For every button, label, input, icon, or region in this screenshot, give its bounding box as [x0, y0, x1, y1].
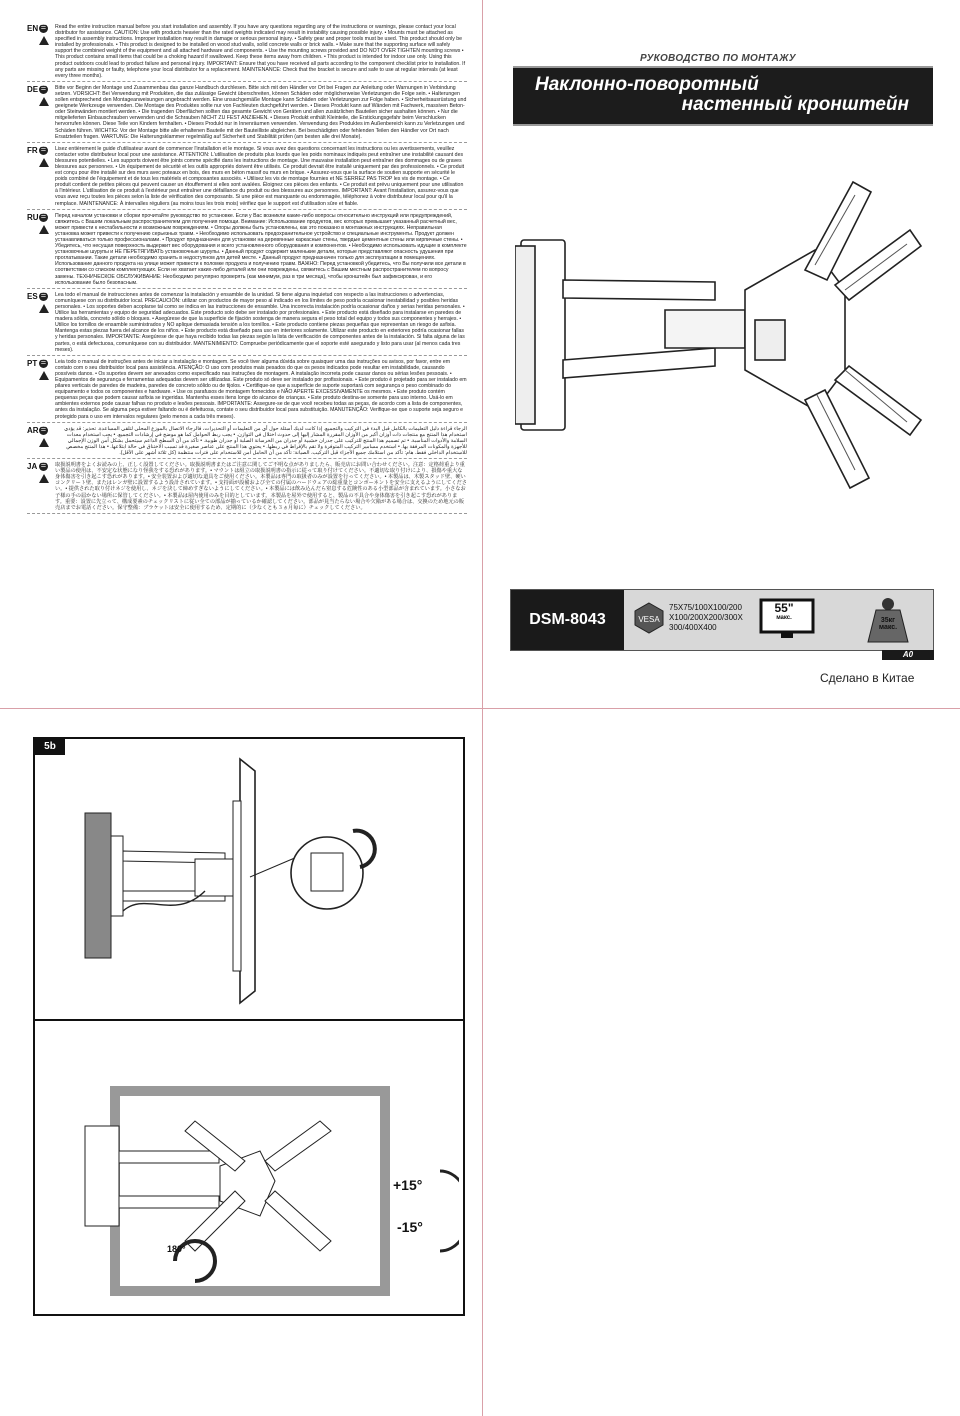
lang-text: 取扱説明書をよくお読みの上、正しく設置してください。取扱説明書またはご注意に関してご不明な点がありましたら、販売店にお問い合わせください。注意：定格荷重より重い製品の使用は、不安定な状態になり怪我をする恐れがあります。• マウントは組立の取扱説明書の指示に従って取り付けてください。不適切な取り付けにより、損傷や重大な身体傷害を引き起こす恐れがあります。• 安全装置および適切な道具をご使用ください。本製品は専門の取扱者のみが設置を行ってください。• 本製品は、木製スタッド壁、硬いコンクリート壁、またはレンガ壁に設置するよう設計されています。• 支持面が設備および全ての付属のハードウェアの総重量とコンポーネントを安全に支えるようにしてください。• 提供された取り付けネジを使用し、ネジを決して締めすぎないようにしてください。• 本製品には飲み込んだら窒息する危険性のある小型部品が含まれています。小さなお子様の手の届かない場所に保管してください。• 本製品は屋内使用のみを目的としています。本製品を屋外で使用すると、製品の不具合や身体傷害を引き起こす恐れがあります。重要：設置に先立って、構成要素のチェックリストに従い全ての部品が揃っているか確認してください。部品が見当たらない場合や欠陥がある場合は、交換のため地元の販売店までお電話ください。保守整備：ブラケットは安全に使用するため、定期的に（少なくとも３ヵ月毎に）チェックしてください。 — [55, 462, 467, 511]
warning-icon — [39, 36, 49, 45]
lang-block-ru — [27, 213, 467, 289]
lang-code: JA — [27, 462, 38, 472]
warning-icon — [39, 304, 49, 313]
lang-text: Перед началом установки и сборки прочитайте руководство по установке. Если у Вас возникли какие-либо вопросы относительно инструкций или предупреждений, свяжитесь с Вашим локальным распространителем для получения помощи. Внимание: Использование продуктов, вес которых превышает указанный расчетный вес, может привести к нестабильности и возможным повреждениям. • Опоры должны быть установлены, как это показано в монтажных инструкциях. Неправильная установка может привести к получению серьезных травм. • Необходимо использовать предохранительное устройство и специальные инструменты. Продукт должен устанавливаться только профессионалами. • Продукт предназначен для установки на деревянные каркасные стены, твердые цементные стены или кирпичные стены. • Убедитесь, что несущая поверхность выдержит вес оборудования и всего установленного оборудования и компонентов. • Необходимо использовать идущие в комплекте установочные шурупы и НЕ ПЕРЕТЯГИВАТЬ установочные шурупы. • Данный продукт содержит маленькие детали, которые представляют опасность удушения при проглатывании. Такие детали необходимо хранить в недоступном для детей месте. • Данный продукт предназначен только для эксплуатации в помещениях. Использование данного продукта на улице может привести к поломке продукта и получению травм. ВАЖНО: Перед установкой убедитесь, что Вы получили все детали в соответствии со списком комплектующих. Если не хватает каких-либо деталей или они повреждены, свяжитесь с Вашим местным распространителем по вопросу замены. ТЕХНИЧЕСКОЕ ОБСЛУЖИВАНИЕ: Необходимо регулярно проверять (как минимум, раз в три месяца), чтобы кронштейн был зафиксирован, и его использование было безопасным. — [55, 212, 467, 286]
lang-block-de — [27, 85, 467, 143]
step-number: 5b — [35, 739, 65, 755]
book-icon: ☰ — [40, 292, 47, 299]
lang-text: Lea todo el manual de instrucciones antes de comenzar la instalación y ensamble de la unidad. Si tiene alguna inquietud con respecto a las instrucciones o advertencias, comuníquese con su distribuidor local. PRECAUCIÓN: utilizar con productos de mayor peso al indicado en los límites de peso podría ocasionar inestabilidad y posibles heridas personales. • Los soportes deben acoplarse tal como se indica en las instrucciones de ensamble. Una incorrecta instalación podría ocasionar daños y serias heridas personales. • Utilice las herramientas y equipo de seguridad adecuados. Este producto solo debe ser instalado por profesionales. • Este producto está diseñado para instalarse en paredes de madera sólida, concreto sólido o bloques. • Asegúrese de que la superficie de fijación sostenga de manera segura el peso total del equipo y todos sus componentes y herrajes. • Utilice los tornillos de ensamble suministrados y NO aplique demasiada tensión a los tornillos. • Este producto contiene piezas pequeñas que representan un riesgo de asfixia. Mantenga estas piezas fuera del alcance de los niños. • Este producto está diseñado para uso en interiores solamente. Utilizar este producto en exteriores podría ocasionar fallas y heridas personales. IMPORTANTE: Asegúrese de que haya recibido todas las piezas según la lista de verificación de componentes antes de la instalación. Si falta alguna de las partes, o está defectuosa, comuníquese con su distribuidor. MANTENIMIENTO: Compruebe periódicamente que el soporte esté asegurado y listo para usar (al menos cada tres meses). — [55, 291, 465, 353]
vesa-patterns: 75X75/100X100/200 X100/200X200/300X 300/400X400 — [669, 603, 743, 632]
warning-icon — [39, 158, 49, 167]
warning-icon — [39, 97, 49, 106]
max-weight-value: 35кг — [880, 617, 896, 624]
max-weight — [867, 617, 909, 631]
lang-block-es — [27, 292, 467, 356]
book-icon: ☰ — [40, 146, 47, 153]
title-line-2: настенный кронштейн — [681, 94, 909, 115]
tilt-up-label: +15° — [393, 1177, 423, 1193]
bracket-illustration — [515, 170, 935, 500]
vesa-icon — [633, 602, 665, 634]
svg-text:VESA: VESA — [638, 615, 660, 624]
lang-text: Bitte vor Beginn der Montage und Zusammenbau das ganze Handbuch durchlesen. Bitte sich mit den Händler vor Ort bei Fragen zur Anleitung oder Warnungen in Verbindung setzen. VORSICHT: Bei Verwendung mit Produkten, die das zulässige Gewicht überschreiten, können Schäden oder möglicherweise Verletzungen die Folge sein. • Halterungen sollen entsprechend den Montageanweisungen angebracht werden. Eine unsachgemäße Montage kann Schäden oder Verletzungen zur Folge haben. • Sicherheitsausrüstung und geeignete Werkzeuge verwenden. Die Montage des Produktes sollte nur von Fachleuten durchgeführt werden. • Dieses Produkt kann auf Wänden mit Fachwerk, massiven Beton- oder Steinwänden montiert werden. • Die tragenden Oberflächen sollten das gesamte Gewicht von Geräten und allen zusätzlichen Bauteilen sicher aushalten können. • Nur die mitgelieferten Einbauschrauben verwenden und die Schrauben NICHT ZU FEST ANZIEHEN. • Dieses Produkt enthält Kleinteile, die Erstickungsgefahr beim Verschlucken hervorrufen können. Diese Teile von Kindern fernhalten. • Dieses Produkt nur in Innenräumen verwenden. Verwendung des Produktes im Außenbereich kann zu Verletzungen und Schäden führen. WICHTIG: Vor der Montage bitte alle erhaltenen Bauteile mit der Bauteilliste abgleichen. Bei beschädigten oder fehlenden Teilen den Händler vor Ort nach Ersatzteilen fragen. WARTUNG: Die Halterungsklammer regelmäßig auf Sicherheit und Stabilität prüfen (am besten alle drei Monate). — [55, 84, 467, 140]
book-icon: ☰ — [40, 25, 47, 31]
page-tag: A0 — [882, 650, 934, 660]
step-5b-panel — [33, 737, 465, 1316]
front-view-illustration — [35, 1021, 459, 1311]
lang-code: AR — [27, 425, 39, 435]
book-icon: ☰ — [40, 463, 47, 470]
swivel-label: 180° — [167, 1244, 186, 1254]
warning-icon — [39, 438, 49, 447]
title-band — [513, 66, 933, 126]
lang-code: FR — [27, 145, 38, 155]
title-line-1: Наклонно-поворотный — [535, 74, 759, 95]
model-number: DSM-8043 — [511, 590, 624, 650]
fold-line-horizontal — [0, 708, 960, 709]
lang-code: PT — [27, 358, 38, 368]
warning-icon — [39, 371, 49, 380]
language-instructions — [27, 24, 467, 517]
lang-block-ar — [27, 426, 467, 459]
guide-label: РУКОВОДСТВО ПО МОНТАЖУ — [640, 53, 796, 64]
book-icon: ☰ — [40, 213, 47, 220]
warning-icon — [39, 474, 49, 483]
lang-block-fr — [27, 146, 467, 210]
spec-band — [510, 589, 934, 659]
lang-code: ES — [27, 291, 38, 301]
lang-text: Leia todo o manual de instruções antes de iniciar a instalação e montagem. Se você tiver alguma dúvida sobre quaisquer uma das instruções ou avisos, por favor, entre em contato com o seu distribuidor local para assistência. ATENÇÃO: O uso com produtos mais pesados do que os pesos indicados pode resultar em instabilidade, causando possíveis danos. • Os suportes devem ser anexados como especificado nas instruções de montagem. A instalação incorreta pode causar danos ou sérias lesões pessoais. • Equipamentos de segurança e ferramentas adequadas devem ser utilizadas. Este produto só deve ser instalado por profissionais. • Este produto é projetado para ser instalado em pilares verticais de paredes de madeira, paredes de concreto sólido ou de tijolos. • Certifique-se que a superfície de suporte suportará com segurança o peso combinado do equipamento e todos os componentes e hardware. • Use os parafusos de montagem fornecidos e NÃO APERTE EXCESSIVAMENTE os mesmos. • Este produto contém pequenas peças que podem causar asfixia se ingeridas. Mantenha esses itens longe do alcance de crianças. • Este produto destina-se somente para uso interno. Usá-lo em ambientes externos pode causar falhas no produto e lesões pessoais. IMPORTANTE: Assegure-se de que você recebeu todas as peças, de acordo com a lista de componentes, antes da instalação. Se alguma peça estiver faltando ou é defeituosa, contate o seu distribuidor local para substituição. MANUTENÇÃO: Verifique-se que o suporte seja seguro e protegido para o uso em intervalos regulares (pelo menos a cada três meses). — [55, 358, 467, 420]
max-screen-size: 55" — [774, 601, 794, 615]
max-weight-label: макс. — [878, 624, 898, 631]
side-view-illustration — [35, 741, 459, 1011]
book-icon: ☰ — [40, 85, 47, 92]
made-in-label: Сделано в Китае — [820, 671, 915, 685]
book-icon: ☰ — [40, 359, 47, 366]
warning-icon — [39, 225, 49, 234]
lang-code: DE — [27, 84, 39, 94]
lang-text: Lisez entièrement le guide d'utilisateur avant de commencer l'installation et le montage. Si vous avez des questions concernant les instructions ou les avertissements, veuillez contacter votre distributeur local pour une assistance. ATTENTION: L'utilisation de produits plus lourds que les poids nominaux indiqués peut entraîner une instabilité causant des blessures potentielles. • Les supports doivent être joints comme spécifié dans les instructions de montage. Une mauvaise installation peut entraîner des dommages ou de graves blessures aux personnes. • Un équipement de sécurité et les outils appropriés doivent être utilisés. Ce produit devrait être installé uniquement par des professionnels. • Ce produit est conçu pour être installé sur des murs avec poteaux en bois, des murs en béton massif ou murs en brique. • Assurez-vous que la surface de soutien supporte en sécurité le poids combiné de l'équipement et de tous les matériels et composantes associés. • Utilisez les vis de montage fournies et NE SERREZ PAS TROP les vis de montage. • Ce produit contient de petites pièces qui peuvent causer un étouffement si elles sont avalées. Éloignez ces pièces des enfants. • Ce produit est prévu uniquement pour une utilisation à l'intérieur. L'utilisation de ce produit à l'extérieur peut entraîner une défaillance du produit ou des blessures aux personnes. IMPORTANT: Avant l'installation, assurez-vous que vous avez reçu toutes les pièces selon la liste de vérification des composants. Si une pièce est manquante ou endommagée, téléphonez à votre distributeur local pour qu'il la remplace. MAINTENANCE: À intervalles réguliers (au moins tous les trois mois) vérifiez que le support est d'utilisation sûre et fiable. — [55, 145, 465, 207]
tilt-down-label: -15° — [397, 1219, 423, 1235]
lang-block-pt — [27, 359, 467, 423]
lang-text: الرجاء قراءة دليل التعليمات بالكامل قبل البدء في التركيب والتجميع. إذا كانت لديك أسئلة حول أي من التعليمات أو التحذيرات، فالرجاء الاتصال بالموزع المحلي لتلقي المساعدة. تحذير: قد يؤدي استخدام هذا المنتج مع منتجات ذات أوزان أكبر من الأوزان المقررة المشار إليها إلى حدوث اختلال في التوازن. • يجب ربط الحوامل كما هو موضح في إرشادات التجميع. • يجب استخدام معدات السلامة والأدوات المناسبة. • تم تصميم هذا المنتج للتركيب على جدران خشبية أو جدران من الخرسانة الصلبة أو جدران طوبية. • تأكد من أن السطح الداعم سيتحمل بشكل آمن الوزن الإجمالي للأجهزة والمكونات المرفقة بها. • استخدم مسامير التركيب المتوفرة ولا تقم بالإفراط في ربطها. • يحتوي هذا المنتج على عناصر صغيرة قد تسبب الاختناق في حالة ابتلاعها. • هذا المنتج مخصص للاستخدام الداخلي فقط. هام: تأكد من استلامك جميع الأجزاء قبل التركيب. الصيانة: تأكد من أن الحامل آمن للاستخدام على فترات منتظمة (كل ثلاثة أشهر على الأقل). — [64, 425, 467, 456]
lang-block-ja — [27, 462, 467, 514]
lang-text: Read the entire instruction manual before you start installation and assembly. If you have any questions regarding any of the instructions or warnings, please contact your local distributor for assistance. CAUTION: Use with products heavier than the rated weights indicated may result in instability causing possible injury. • Mounts must be attached as specified in assembly instructions. Improper installation may result in damage or serious personal injury. • Safety gear and proper tools must be used. This product should only be installed by professionals. • This product is designed to be installed on wood stud walls, solid concrete walls or brick walls. • Make sure that the supporting surface will safely support the combined weight of the equipment and all attached hardware and components. • Use the mounting screws provided and DO NOT OVER TIGHTEN mounting screws • This product contains small items that could be a choking hazard if swallowed. Keep these items away from children. • This product is intended for indoor use only. Using this product outdoors could lead to product failure and personal injury. IMPORTANT: Ensure that you have received all parts according to the component checklist prior to installation. If any parts are missing or faulty, telephone your local distributor for a replacement. MAINTENANCE: Check that the bracket is secure and safe to use at regular intervals (at least every three months). — [55, 24, 466, 79]
lang-block-en — [27, 24, 467, 82]
lang-code: EN — [27, 24, 39, 33]
lang-code: RU — [27, 212, 39, 222]
max-screen-size-label: макс. — [776, 615, 792, 621]
book-icon: ☰ — [40, 426, 47, 433]
